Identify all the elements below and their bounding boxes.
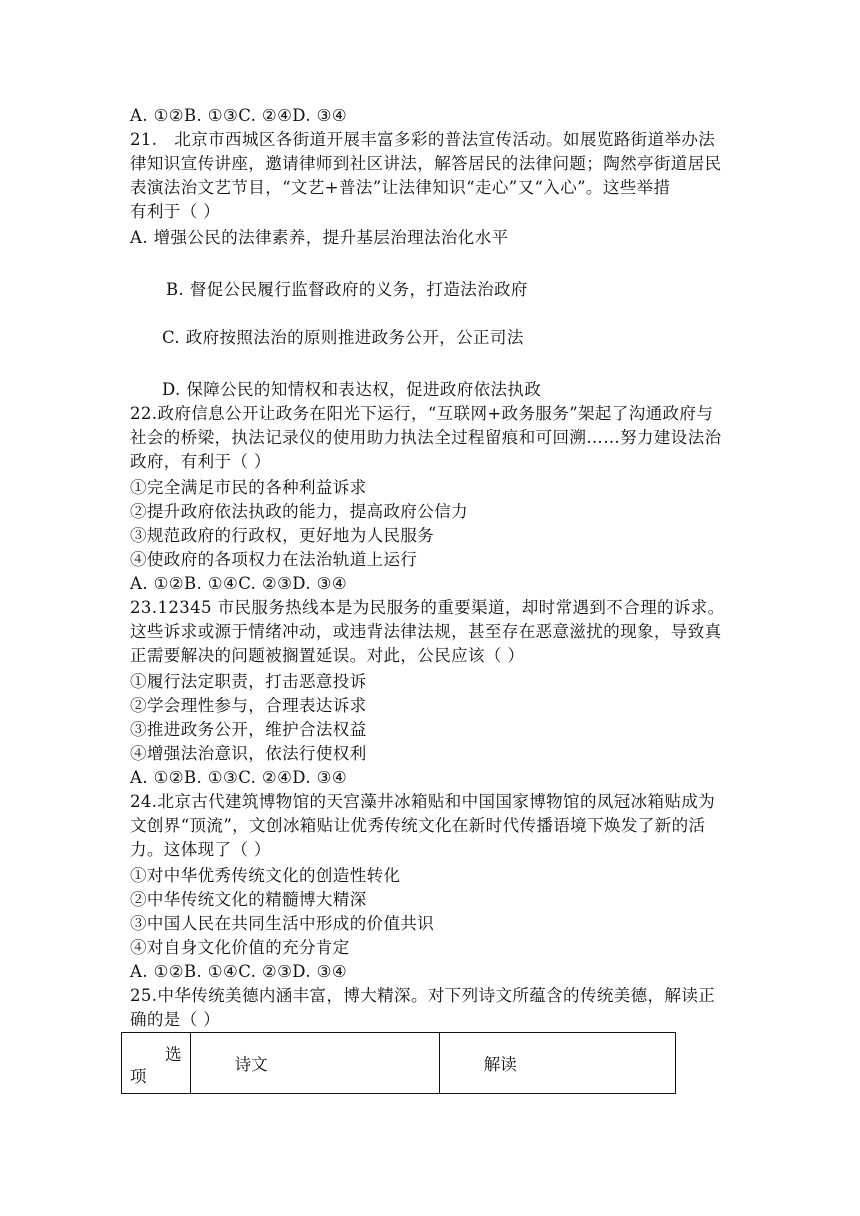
q24-stem-line: 文创界“顶流”，文创冰箱贴让优秀传统文化在新时代传播语境下焕发了新的活 xyxy=(130,816,706,835)
q24-answer-options: A. ①②B. ①④C. ②③D. ③④ xyxy=(130,962,348,981)
q22-statement-4: ④使政府的各项权力在法治轨道上运行 xyxy=(130,550,418,569)
header-reading-cell: 解读 xyxy=(439,1033,675,1094)
q23-answer-options: A. ①②B. ①③C. ②④D. ③④ xyxy=(130,768,348,787)
header-option-label-bottom: 项 xyxy=(130,1067,147,1086)
q22-statement-3: ③规范政府的行政权，更好地为人民服务 xyxy=(130,526,435,545)
q20-answer-options: A. ①②B. ①③C. ②④D. ③④ xyxy=(130,106,348,125)
q21-option-b: B. 督促公民履行监督政府的义务，打造法治政府 xyxy=(166,280,528,299)
q23-stem-line: 这些诉求或源于情绪冲动，或违背法律法规，甚至存在恶意滋扰的现象，导致真 xyxy=(130,622,722,641)
q21-stem-line: 表演法治文艺节目，“文艺+普法”让法律知识“走心”又“入心”。这些举措 xyxy=(130,178,671,197)
q22-stem-line: 22.政府信息公开让政务在阳光下运行，“互联网+政务服务”架起了沟通政府与 xyxy=(130,404,714,423)
q24-statement-4: ④对自身文化价值的充分肯定 xyxy=(130,938,350,957)
q24-statement-3: ③中国人民在共同生活中形成的价值共识 xyxy=(130,914,435,933)
q22-answer-options: A. ①②B. ①④C. ②③D. ③④ xyxy=(130,574,348,593)
q22-statement-2: ②提升政府依法执政的能力，提高政府公信力 xyxy=(130,502,468,521)
q25-stem-line: 确的是（ ） xyxy=(130,1010,221,1029)
header-option-cell xyxy=(122,1033,191,1094)
q23-stem-line: 23.12345 市民服务热线本是为民服务的重要渠道，却时常遇到不合理的诉求。 xyxy=(130,598,725,617)
q23-stem-line: 正需要解决的问题被搁置延误。对此，公民应该（ ） xyxy=(130,646,525,665)
header-poem-cell: 诗文 xyxy=(190,1033,439,1094)
q21-stem-line: 有利于（ ） xyxy=(130,202,221,221)
q21-option-d: D. 保障公民的知情权和表达权，促进政府依法执政 xyxy=(162,380,542,399)
q23-statement-2: ②学会理性参与，合理表达诉求 xyxy=(130,696,367,715)
q22-stem-line: 政府，有利于（ ） xyxy=(130,452,271,471)
q25-answer-table xyxy=(121,1032,676,1094)
q25-stem-line: 25.中华传统美德内涵丰富，博大精深。对下列诗文所蕴含的传统美德，解读正 xyxy=(130,986,716,1005)
q21-stem-line: 21. 北京市西城区各街道开展丰富多彩的普法宣传活动。如展览路街道举办法 xyxy=(130,130,716,149)
q23-statement-3: ③推进政务公开，维护合法权益 xyxy=(130,720,367,739)
q24-stem-line: 24.北京古代建筑博物馆的天宫藻井冰箱贴和中国国家博物馆的凤冠冰箱贴成为 xyxy=(130,792,716,811)
q24-statement-2: ②中华传统文化的精髓博大精深 xyxy=(130,890,367,909)
header-option-label-top: 选 xyxy=(165,1045,182,1064)
q24-statement-1: ①对中华优秀传统文化的创造性转化 xyxy=(130,866,401,885)
table-header-row xyxy=(122,1033,676,1094)
q22-statement-1: ①完全满足市民的各种利益诉求 xyxy=(130,478,367,497)
q21-option-c: C. 政府按照法治的原则推进政务公开，公正司法 xyxy=(162,328,524,347)
q21-option-a: A. 增强公民的法律素养，提升基层治理法治化水平 xyxy=(130,228,509,247)
q23-statement-4: ④增强法治意识，依法行使权利 xyxy=(130,744,367,763)
q23-statement-1: ①履行法定职责，打击恶意投诉 xyxy=(130,672,367,691)
q24-stem-line: 力。这体现了（ ） xyxy=(130,840,271,859)
q21-stem-line: 律知识宣传讲座，邀请律师到社区讲法，解答居民的法律问题；陶然亭街道居民 xyxy=(130,154,722,173)
q22-stem-line: 社会的桥梁，执法记录仪的使用助力执法全过程留痕和可回溯……努力建设法治 xyxy=(130,428,722,447)
